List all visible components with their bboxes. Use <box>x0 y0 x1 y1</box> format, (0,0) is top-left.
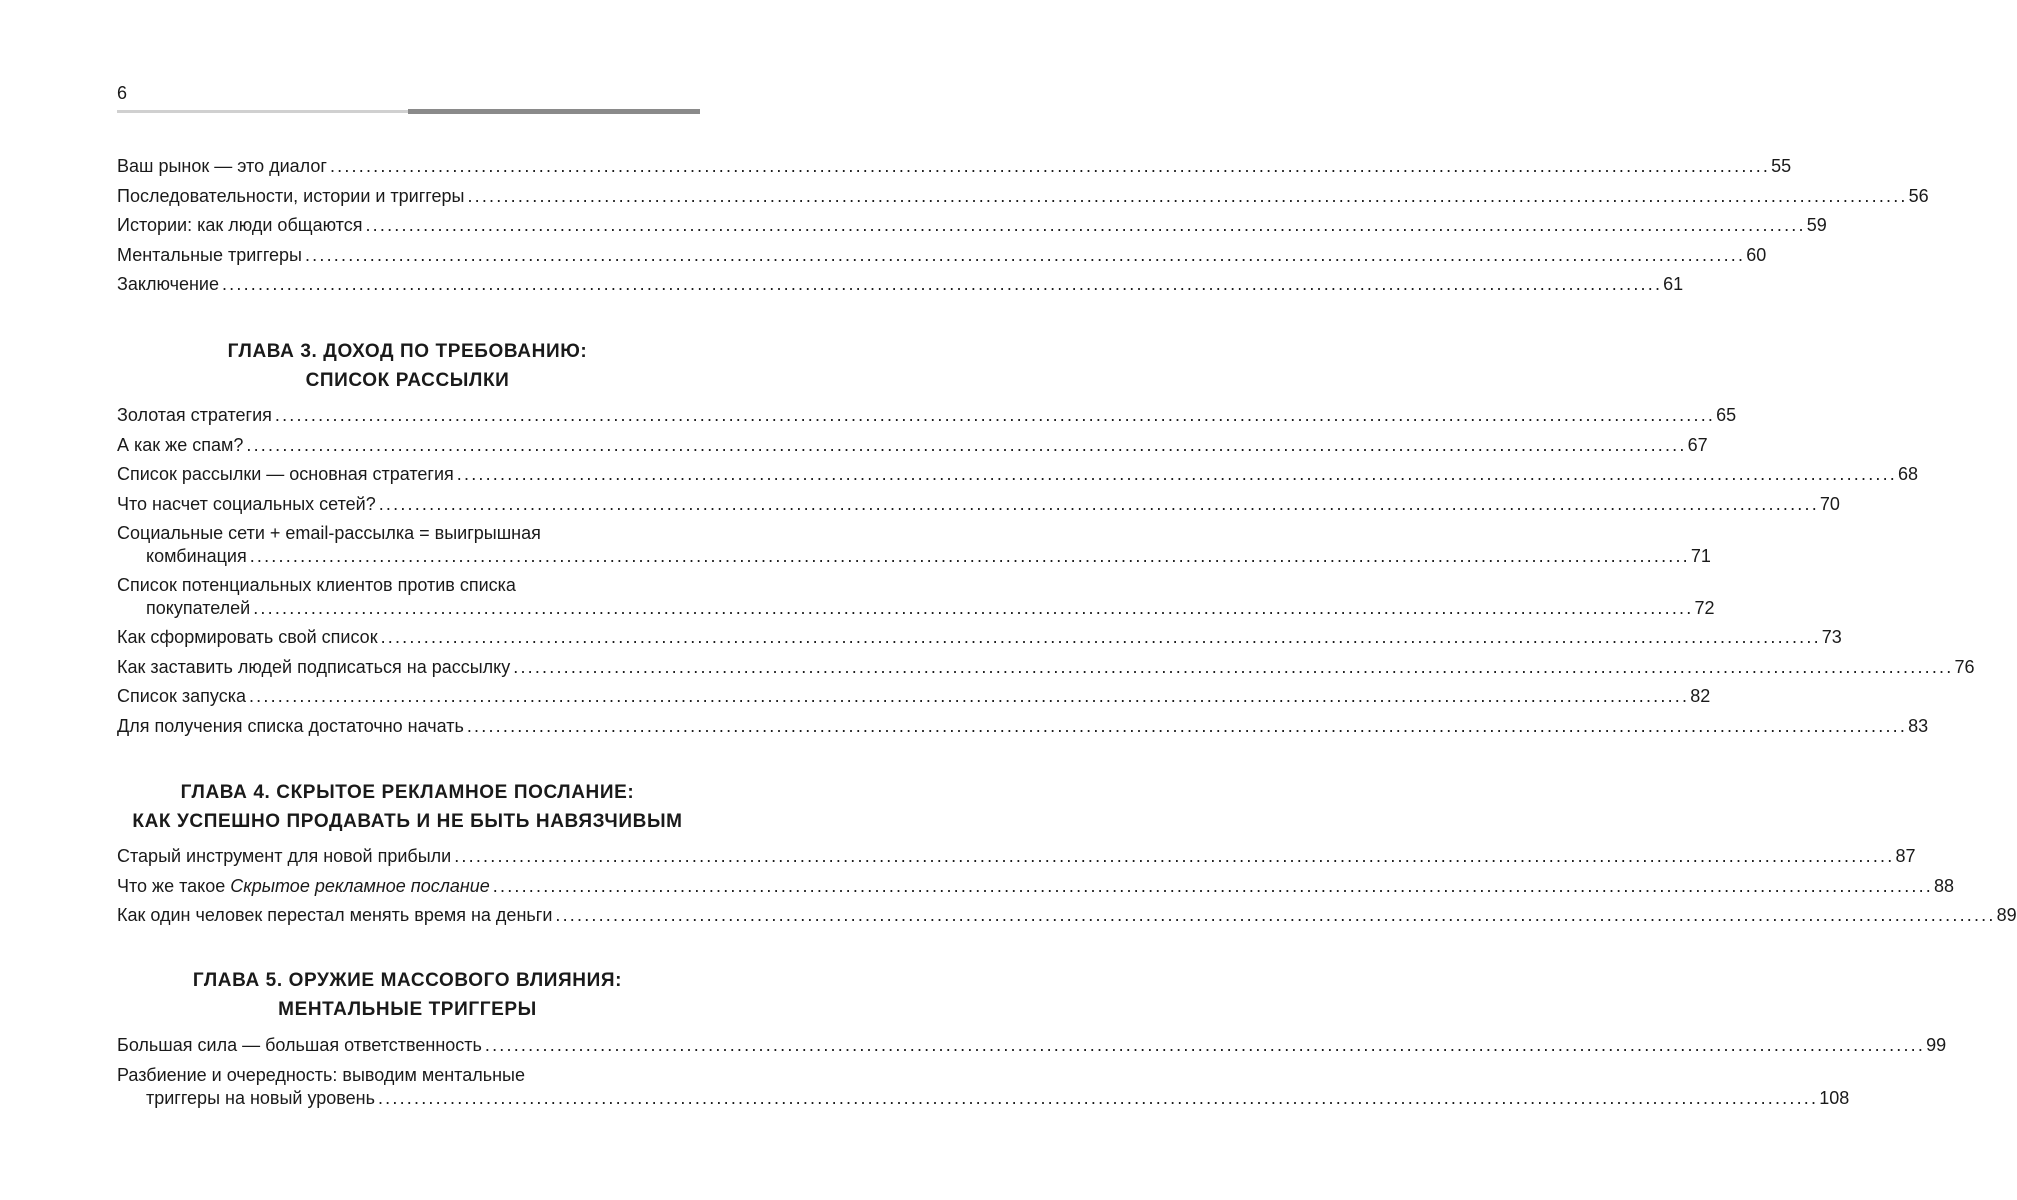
toc-leader-dots: ........................................................................................................................................................................................................ <box>304 244 1746 265</box>
chapter-heading-line: СПИСОК РАССЫЛКИ <box>305 370 510 391</box>
toc-entry[interactable] <box>117 875 1955 898</box>
toc-entry-page: 70 <box>1819 493 1840 514</box>
toc-entry-title: Список потенциальных клиентов против списка <box>117 575 516 595</box>
toc-entry-title: Для получения списка достаточно начать <box>117 715 464 736</box>
toc-entry-page: 56 <box>1908 185 1929 206</box>
toc-leader-dots: ........................................................................................................................................................................................................ <box>467 185 1908 206</box>
chapter-heading-line: ГЛАВА 4. СКРЫТОЕ РЕКЛАМНОЕ ПОСЛАНИЕ: <box>180 782 635 803</box>
toc-entry-page: 87 <box>1895 846 1916 866</box>
toc-entry-title-continued: триггеры на новый уровень <box>146 1087 375 1108</box>
toc-entry[interactable] <box>117 715 1929 738</box>
toc-entry-page: 72 <box>1694 598 1715 618</box>
toc-entry-page: 83 <box>1908 715 1929 736</box>
toc-entry-title: Как сформировать свой список <box>117 627 378 647</box>
toc-leader-dots: ........................................................................................................................................................................................................ <box>221 274 1663 294</box>
toc-entry-title: Большая сила — большая ответственность <box>117 1035 482 1055</box>
toc-leader-dots: ........................................................................................................................................................................................................ <box>249 546 1690 566</box>
toc-entry-title-prefix: Что же такое <box>117 875 231 896</box>
toc-entry[interactable] <box>117 214 1827 237</box>
toc-leader-dots: ........................................................................................................................................................................................................ <box>246 434 1687 455</box>
toc-entry[interactable] <box>117 1064 1850 1110</box>
chapter-heading-line: КАК УСПЕШНО ПРОДАВАТЬ И НЕ БЫТЬ НАВЯЗЧИВЫМ <box>132 811 683 832</box>
toc-entry-title: Золотая стратегия <box>117 405 272 425</box>
toc-entry-page: 71 <box>1690 546 1711 566</box>
toc-entry-page: 61 <box>1663 274 1684 294</box>
header-rule <box>117 109 700 114</box>
toc-entry[interactable] <box>117 463 1919 486</box>
toc-chapter-4 <box>117 845 2017 934</box>
toc-entry-page: 99 <box>1926 1035 1947 1055</box>
toc-entry-page: 82 <box>1690 686 1711 706</box>
toc-entry-page: 65 <box>1716 405 1737 425</box>
toc-entry-page: 73 <box>1821 627 1842 647</box>
toc-entry[interactable] <box>117 685 1711 708</box>
toc-entry-title: Истории: как люди общаются <box>117 215 363 235</box>
toc-entry[interactable] <box>117 522 1711 568</box>
chapter-heading-line: ГЛАВА 3. ДОХОД ПО ТРЕБОВАНИЮ: <box>227 341 588 362</box>
toc-leader-dots: ........................................................................................................................................................................................................ <box>456 464 1897 484</box>
toc-entry[interactable] <box>117 656 1975 679</box>
toc-entry-title-italic: Скрытое рекламное послание <box>230 875 490 896</box>
chapter-heading-line: ГЛАВА 5. ОРУЖИЕ МАССОВОГО ВЛИЯНИЯ: <box>192 970 623 991</box>
toc-entry[interactable] <box>117 244 1767 267</box>
toc-entry-title: Последовательности, истории и триггеры <box>117 185 465 206</box>
page-number: 6 <box>117 83 128 103</box>
toc-entry-page: 67 <box>1687 434 1708 455</box>
toc-leader-dots: ........................................................................................................................................................................................................ <box>484 1035 1926 1055</box>
toc-entry[interactable] <box>117 434 1708 457</box>
toc-leader-dots: ........................................................................................................................................................................................................ <box>378 493 1819 514</box>
toc-leader-dots: ........................................................................................................................................................................................................ <box>377 1087 1819 1108</box>
toc-entry-title: А как же спам? <box>117 434 244 455</box>
toc-entry-title: Ваш рынок — это диалог <box>117 156 327 176</box>
toc-entry[interactable] <box>117 493 1840 516</box>
toc-chapter-3 <box>117 404 1975 744</box>
toc-entry-page: 108 <box>1819 1087 1850 1108</box>
toc-entry-title: Как один человек перестал менять время на деньги <box>117 905 553 925</box>
toc-leader-dots: ........................................................................................................................................................................................................ <box>274 405 1716 425</box>
toc-entry[interactable] <box>117 626 1842 649</box>
toc-entry-title: Как заставить людей подписаться на рассылку <box>117 656 511 677</box>
chapter-3-heading <box>117 337 698 395</box>
toc-entry-page: 89 <box>1996 905 2017 925</box>
toc-leader-dots: ........................................................................................................................................................................................................ <box>555 905 1996 925</box>
header-rule-light <box>117 110 408 113</box>
chapter-4-heading <box>117 778 698 836</box>
chapter-heading-line: МЕНТАЛЬНЫЕ ТРИГГЕРЫ <box>278 999 537 1020</box>
toc-entry-title: Список рассылки — основная стратегия <box>117 464 454 484</box>
toc-entry-title: Список запуска <box>117 686 246 706</box>
toc-entry-page: 59 <box>1806 215 1827 235</box>
toc-entry-page: 55 <box>1771 156 1792 176</box>
toc-entry-page: 60 <box>1746 244 1767 265</box>
toc-leader-dots: ........................................................................................................................................................................................................ <box>329 156 1771 176</box>
toc-entry[interactable] <box>117 185 1929 208</box>
toc-entry-title <box>117 875 490 898</box>
toc-leader-dots: ........................................................................................................................................................................................................ <box>253 598 1694 618</box>
toc-entry[interactable] <box>117 273 1684 296</box>
toc-leader-dots: ........................................................................................................................................................................................................ <box>492 875 1933 896</box>
header-rule-dark <box>408 109 700 114</box>
toc-leader-dots: ........................................................................................................................................................................................................ <box>365 215 1806 235</box>
toc-entry-title-continued: комбинация <box>146 546 247 566</box>
toc-entry-page: 88 <box>1934 875 1955 896</box>
toc-entry[interactable] <box>117 574 1715 620</box>
toc-entry-title-continued: покупателей <box>146 598 251 618</box>
toc-section-top <box>117 155 1929 303</box>
toc-entry-title: Заключение <box>117 274 219 294</box>
toc-entry[interactable] <box>117 1034 1947 1057</box>
toc-leader-dots: ........................................................................................................................................................................................................ <box>380 627 1821 647</box>
toc-entry-title: Что насчет социальных сетей? <box>117 493 376 514</box>
toc-entry[interactable] <box>117 904 2017 927</box>
toc-entry[interactable] <box>117 845 1916 868</box>
toc-entry-page: 76 <box>1954 656 1975 677</box>
toc-entry-title: Разбиение и очередность: выводим ментальные <box>117 1064 525 1085</box>
toc-leader-dots: ........................................................................................................................................................................................................ <box>466 715 1908 736</box>
toc-entry-title: Ментальные триггеры <box>117 244 302 265</box>
toc-entry-title: Старый инструмент для новой прибыли <box>117 846 452 866</box>
toc-entry-page: 68 <box>1898 464 1919 484</box>
toc-entry[interactable] <box>117 155 1792 178</box>
chapter-5-heading <box>117 966 698 1024</box>
toc-leader-dots: ........................................................................................................................................................................................................ <box>454 846 1895 866</box>
toc-leader-dots: ........................................................................................................................................................................................................ <box>248 686 1690 706</box>
toc-leader-dots: ........................................................................................................................................................................................................ <box>513 656 1954 677</box>
toc-entry[interactable] <box>117 404 1737 427</box>
toc-chapter-5 <box>117 1034 1947 1116</box>
toc-entry-title: Социальные сети + email-рассылка = выигрышная <box>117 523 541 543</box>
